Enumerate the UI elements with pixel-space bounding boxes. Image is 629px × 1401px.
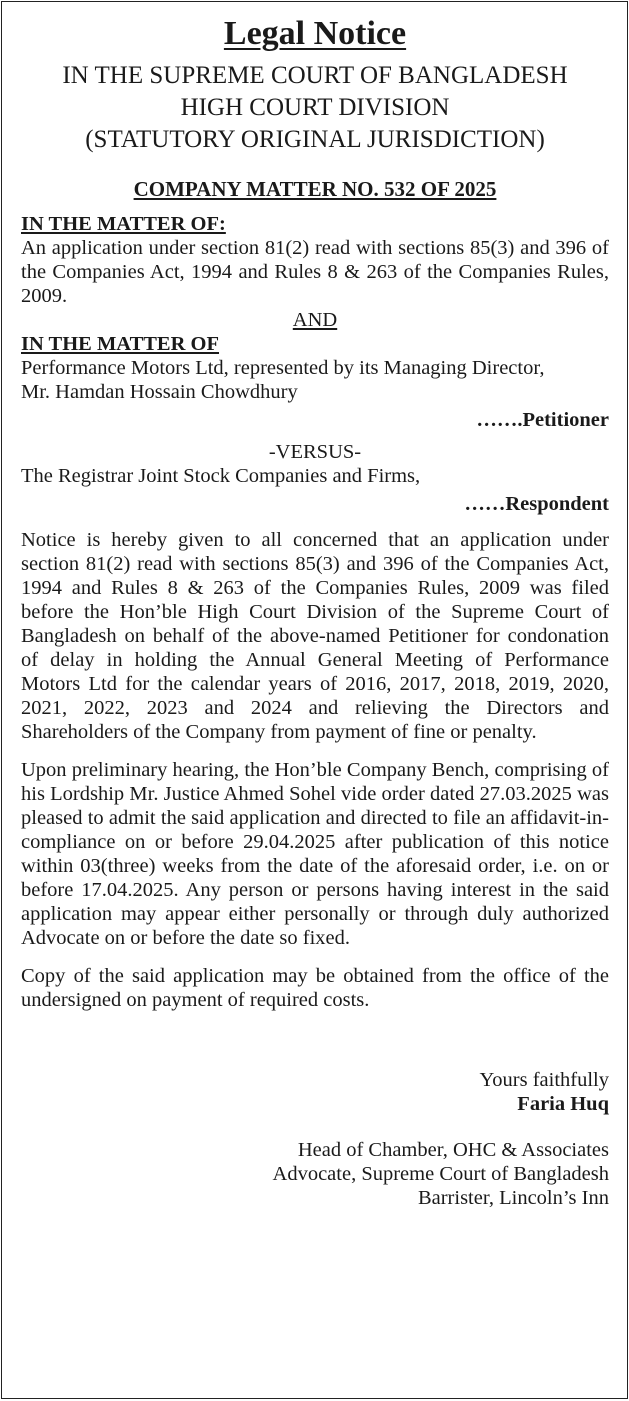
credential-line-1: Head of Chamber, OHC & Associates	[297, 1139, 609, 1161]
signature-block	[21, 1068, 609, 1116]
and-separator	[21, 308, 609, 332]
matter-heading-1: IN THE MATTER OF:	[21, 213, 226, 235]
versus-label: -VERSUS-	[268, 441, 362, 463]
court-line-3: (STATUTORY ORIGINAL JURISDICTION)	[85, 126, 545, 153]
matter-heading-2: IN THE MATTER OF	[21, 333, 220, 355]
court-line-2: HIGH COURT DIVISION	[180, 94, 450, 121]
petitioner-line-2: Mr. Hamdan Hossain Chowdhury	[21, 381, 298, 403]
notice-title: Legal Notice	[223, 15, 407, 52]
company-matter-number: COMPANY MATTER NO. 532 OF 2025	[133, 177, 497, 201]
respondent-name: The Registrar Joint Stock Companies and Firms,	[21, 465, 421, 487]
credential-line-3: Barrister, Lincoln’s Inn	[417, 1187, 609, 1209]
notice-paragraph-3: Copy of the said application may be obtained from the office of the undersigned on payment of required costs.	[21, 965, 609, 1011]
credentials-block	[21, 1138, 609, 1210]
notice-paragraph-2: Upon preliminary hearing, the Hon’ble Company Bench, comprising of his Lordship Mr. Justice Ahmed Sohel vide order dated 27.03.2025 was pleased to admit the said application and directed to file an affidavit-in-compliance on or before 29.04.2025 after publication of this notice within 03(three) weeks from the date of the aforesaid order, i.e. on or before 17.04.2025. Any person or persons having interest in the said application may appear either personally or through duly authorized Advocate on or before the date so fixed.	[21, 759, 609, 949]
petitioner-line-1: Performance Motors Ltd, represented by its Managing Director,	[21, 357, 545, 379]
legal-notice	[1, 1, 628, 1399]
court-line-1: IN THE SUPREME COURT OF BANGLADESH	[62, 62, 568, 89]
notice-paragraph-1: Notice is hereby given to all concerned that an application under section 81(2) read with sections 85(3) and 396 of the Companies Act, 1994 and Rules 8 & 263 of the Companies Rules, 2009 was filed before the Hon’ble High Court Division of the Supreme Court of Bangladesh on behalf of the above-named Petitioner for condonation of delay in holding the Annual General Meeting of Performance Motors Ltd for the calendar years of 2016, 2017, 2018, 2019, 2020, 2021, 2022, 2023 and 2024 and relieving the Directors and Shareholders of the Company from payment of fine or penalty.	[21, 529, 609, 743]
respondent-label: ……Respondent	[464, 493, 609, 515]
petitioner-label: …….Petitioner	[476, 409, 609, 431]
court-header	[21, 60, 609, 156]
signatory-name: Faria Huq	[517, 1093, 609, 1115]
and-label: AND	[292, 309, 338, 331]
matter-text-1: An application under section 81(2) read with sections 85(3) and 396 of the Companies Act, 1994 and Rules 8 & 263 of the Companies Rules, 2009.	[21, 237, 609, 307]
credential-line-2: Advocate, Supreme Court of Bangladesh	[272, 1163, 609, 1185]
closing-line: Yours faithfully	[479, 1069, 609, 1091]
